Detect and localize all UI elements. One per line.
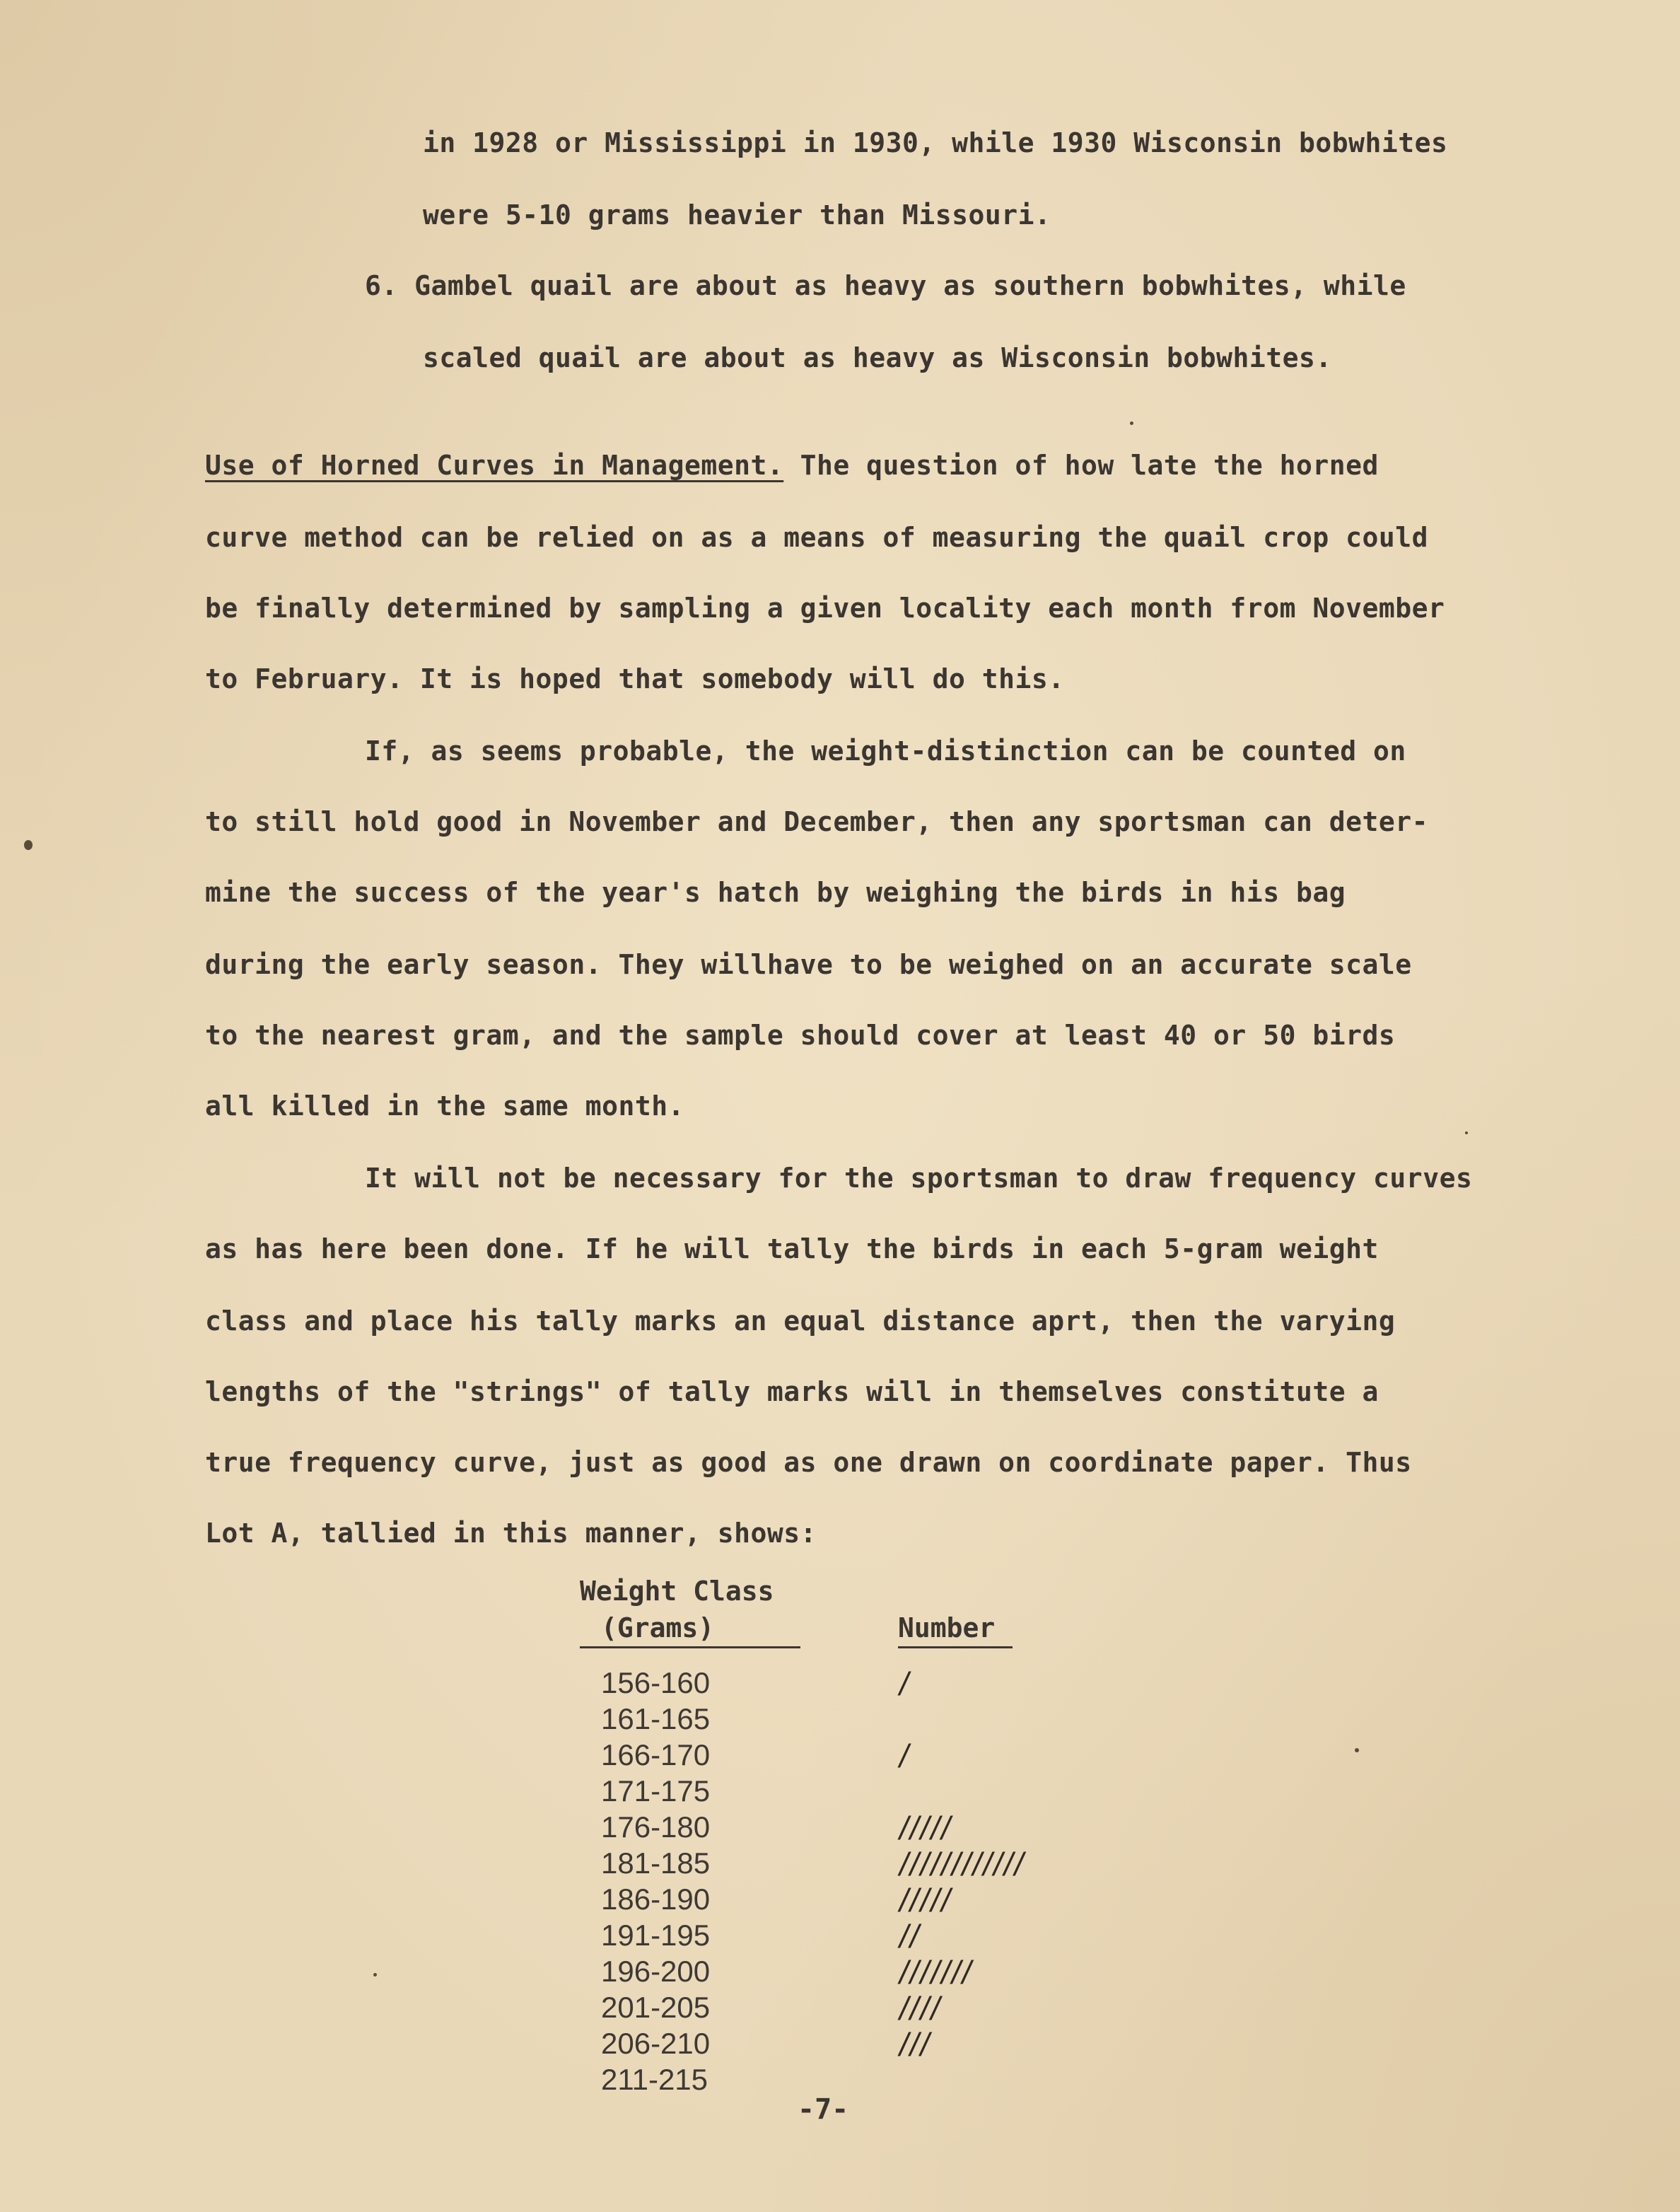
weight-class-cell: 181-185 (601, 1846, 711, 1880)
text-line: mine the success of the year's hatch by weighing the birds in his bag (205, 877, 1346, 908)
table-row (580, 1774, 1117, 1810)
text-line: curve method can be relied on as a means of measuring the quail crop could (205, 522, 1428, 553)
text-line: during the early season. They willhave to be weighed on an accurate scale (205, 949, 1412, 980)
weight-class-cell: 176-180 (601, 1810, 711, 1844)
tally-marks-cell: //// (899, 1990, 942, 2027)
section-paragraph-start (205, 450, 1379, 481)
table-row (580, 1955, 1117, 1990)
text-line: class and place his tally marks an equal distance aprt, then the varying (205, 1305, 1396, 1337)
paper-speck (373, 1973, 377, 1977)
text-line: If, as seems probable, the weight-distinction can be counted on (365, 735, 1406, 767)
text-line: It will not be necessary for the sportsman to draw frequency curves (365, 1163, 1473, 1194)
text-line: all killed in the same month. (205, 1090, 684, 1122)
tally-marks-cell: //////////// (899, 1846, 1025, 1882)
paper-speck (1355, 1748, 1359, 1752)
number-header: Number (898, 1612, 996, 1643)
paper-speck (24, 840, 33, 850)
table-row (580, 1919, 1117, 1954)
list-item-6: 6. Gambel quail are about as heavy as southern bobwhites, while (365, 270, 1406, 301)
tally-marks-cell: / (899, 1737, 910, 1774)
weight-class-cell: 211-215 (601, 2063, 708, 2096)
paper-speck (1130, 421, 1133, 425)
table-row (580, 1666, 1117, 1701)
weight-class-units-header: (Grams) (601, 1612, 715, 1643)
text-line: were 5-10 grams heavier than Missouri. (423, 199, 1051, 231)
weight-class-cell: 171-175 (601, 1774, 711, 1808)
tally-marks-cell: /// (899, 2026, 931, 2063)
text-line: Lot A, tallied in this manner, shows: (205, 1518, 817, 1549)
table-row (580, 1738, 1117, 1774)
text-line: lengths of the "strings" of tally marks will in themselves constitute a (205, 1376, 1379, 1407)
weight-class-header: Weight Class (580, 1576, 774, 1607)
weight-class-cell: 206-210 (601, 2027, 711, 2060)
table-row (580, 1810, 1117, 1846)
tally-marks-cell: // (899, 1918, 921, 1955)
table-row (580, 1882, 1117, 1918)
text-line: in 1928 or Mississippi in 1930, while 1930 Wisconsin bobwhites (423, 127, 1448, 158)
text-line: to February. It is hoped that somebody will do this. (205, 663, 1065, 694)
text-line: The question of how late the horned (783, 450, 1379, 481)
tally-marks-cell: / (899, 1665, 910, 1702)
section-heading: Use of Horned Curves in Management. (205, 450, 784, 481)
text-line: to still hold good in November and December, then any sportsman can deter- (205, 806, 1428, 837)
table-row (580, 2027, 1117, 2062)
weight-class-cell: 201-205 (601, 1991, 711, 2024)
text-line: be finally determined by sampling a given locality each month from November (205, 593, 1445, 624)
text-line: true frequency curve, just as good as one drawn on coordinate paper. Thus (205, 1447, 1412, 1478)
weight-class-cell: 186-190 (601, 1882, 711, 1916)
weight-class-cell: 196-200 (601, 1955, 711, 1988)
table-row (580, 1702, 1117, 1737)
weight-class-cell: 191-195 (601, 1919, 711, 1952)
text-line: as has here been done. If he will tally the birds in each 5-gram weight (205, 1233, 1379, 1264)
weight-class-cell: 166-170 (601, 1738, 711, 1771)
weight-class-cell: 156-160 (601, 1666, 711, 1699)
tally-marks-cell: ///// (899, 1810, 952, 1846)
tally-marks-cell: ///// (899, 1882, 952, 1919)
text-line: to the nearest gram, and the sample should cover at least 40 or 50 birds (205, 1020, 1396, 1051)
paper-speck (1465, 1131, 1468, 1134)
page-number: -7- (798, 2093, 849, 2126)
text-line: scaled quail are about as heavy as Wisconsin bobwhites. (423, 342, 1332, 373)
weight-class-header-rule (580, 1646, 800, 1648)
weight-class-cell: 161-165 (601, 1702, 711, 1735)
table-row (580, 1991, 1117, 2026)
number-header-rule (898, 1646, 1013, 1648)
table-row (580, 1846, 1117, 1882)
tally-marks-cell: /////// (899, 1954, 973, 1991)
